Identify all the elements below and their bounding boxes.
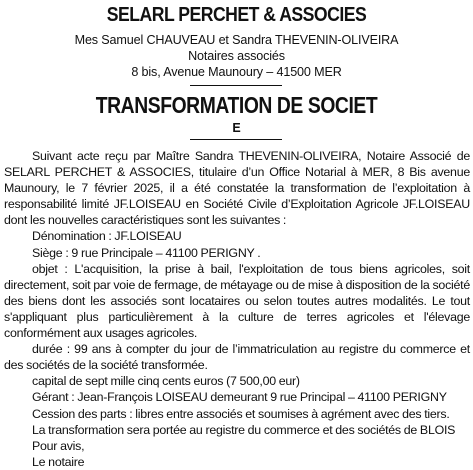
notaries-line: Mes Samuel CHAUVEAU et Sandra THEVENIN-OLIVEIRA <box>74 33 399 47</box>
cession-line: Cession des parts : libres entre associés et soumises à agrément avec des tiers. <box>32 406 450 421</box>
notice-body <box>4 148 470 470</box>
pour-avis-line: Pour avis, <box>32 438 85 453</box>
role-line: Notaires associés <box>188 49 285 63</box>
capital-line: capital de sept mille cinq cents euros (7 500,00 eur) <box>32 374 300 389</box>
notice-title-wrap: E <box>232 121 241 135</box>
denomination-line: Dénomination : JF.LOISEAU <box>32 229 182 244</box>
address-line: 8 bis, Avenue Maunoury – 41500 MER <box>131 65 342 79</box>
signature-line: Le notaire <box>32 454 85 469</box>
gerant-line: Gérant : Jean-François LOISEAU demeurant 9 rue Principal – 41100 PERIGNY <box>32 390 447 405</box>
siege-line: Siège : 9 rue Principale – 41100 PERIGNY . <box>32 245 261 260</box>
office-name-heading: SELARL PERCHET & ASSOCIES <box>106 3 367 26</box>
registre-line: La transformation sera portée au registre du commerce et des sociétés de BLOIS <box>32 422 456 437</box>
title-divider <box>190 139 282 140</box>
header-divider <box>190 85 282 86</box>
objet-paragraph: objet : L'acquisition, la prise à bail, l'exploitation de tous biens agricoles, soit directement, soit par voie de fermage, de métayage ou de mise à disposition de la société des biens dont les associés sont locataires ou selon toutes autres modalités. Le tout s'appliquant plus particulièrement à la culture de terres agricoles et l'élevage conformément aux usages agricoles. <box>4 261 470 341</box>
intro-paragraph: Suivant acte reçu par Maître Sandra THEVENIN-OLIVEIRA, Notaire Associé de SELARL PERCHET & ASSOCIES, titulaire d’un Office Notarial à MER, 8 Bis avenue Maunoury, le 7 février 2025, il a été constatée la transformation de l’exploitation à responsabilité limité JF.LOISEAU en Société Civile d’Exploitation Agricole JF.LOISEAU dont les nouvelles caractéristiques sont les suivantes : <box>4 149 470 228</box>
duree-paragraph: durée : 99 ans à compter du jour de l’immatriculation au registre du commerce et des sociétés de la société transformée. <box>4 342 470 373</box>
notice-title: TRANSFORMATION DE SOCIET <box>95 92 378 118</box>
